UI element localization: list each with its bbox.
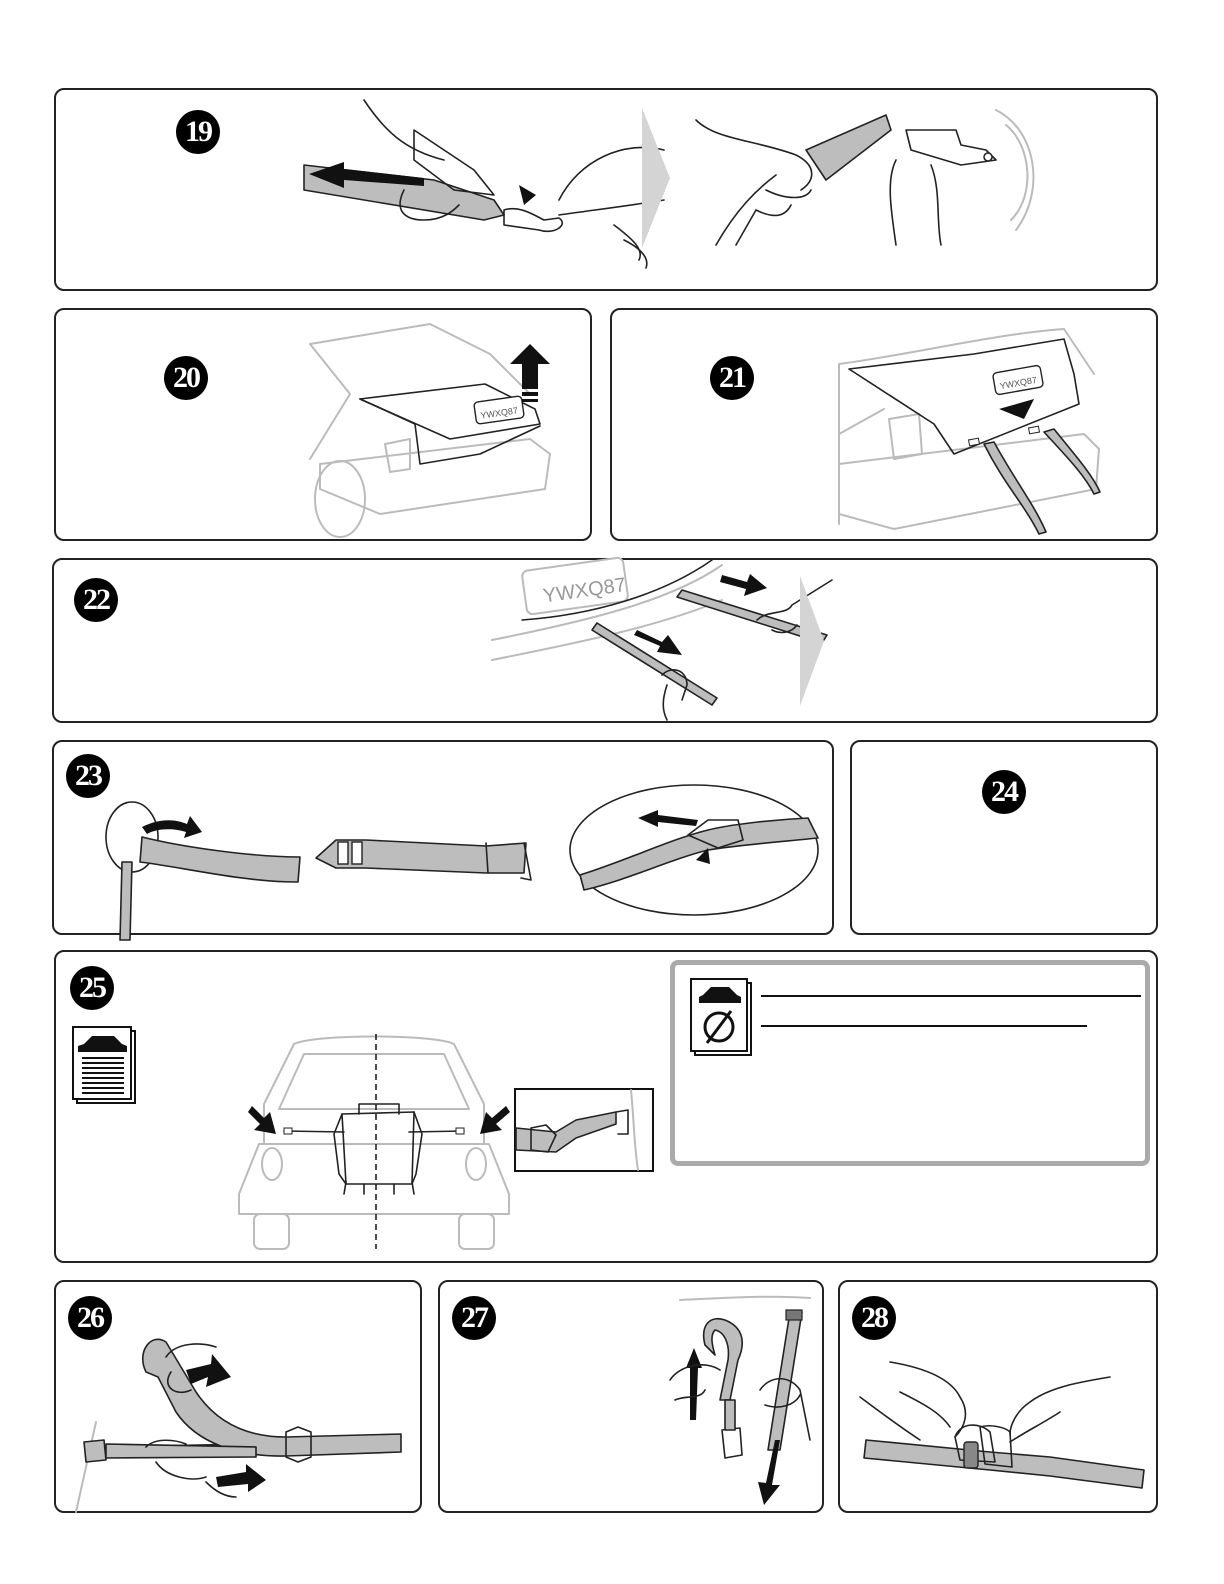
step-number-22: 22	[74, 578, 118, 622]
step-19-illustration-left	[304, 100, 664, 270]
step-28-illustration	[860, 1352, 1160, 1502]
license-plate-21: YWXQ87	[998, 374, 1038, 392]
next-arrow-icon	[642, 108, 672, 248]
step-19-illustration-right	[696, 110, 1036, 270]
step-22-illustration	[492, 560, 792, 720]
warning-box	[670, 960, 1150, 1166]
step-number-28: 28	[852, 1296, 896, 1340]
step-19-panel	[54, 88, 1158, 291]
step-number-24: 24	[982, 770, 1026, 814]
step-number-23: 23	[66, 754, 110, 798]
step-number-19: 19	[176, 110, 220, 154]
warning-line-1	[761, 995, 1141, 997]
step-22-panel	[52, 558, 1158, 723]
step-number-27: 27	[452, 1296, 496, 1340]
step-25-detail-illustration	[516, 1090, 652, 1170]
license-plate-20: YWXQ87	[479, 405, 519, 421]
step-25-detail-box	[514, 1088, 654, 1172]
step-20-panel	[54, 308, 592, 541]
step-number-21: 21	[710, 356, 754, 400]
step-25-illustration-car	[234, 1034, 524, 1264]
next-arrow-icon	[800, 576, 826, 706]
step-21-panel	[610, 308, 1158, 541]
car-manual-icon	[72, 1026, 138, 1104]
step-24-panel	[850, 740, 1158, 935]
step-number-25: 25	[70, 966, 114, 1010]
step-23-panel	[52, 740, 834, 935]
warning-line-2	[761, 1025, 1087, 1027]
step-number-20: 20	[164, 356, 208, 400]
step-28-panel	[838, 1280, 1158, 1513]
step-26-illustration	[66, 1332, 416, 1512]
step-25-panel	[54, 950, 1158, 1263]
license-plate-22: YWXQ87	[541, 574, 628, 608]
step-number-26: 26	[68, 1296, 112, 1340]
no-car-icon	[689, 977, 753, 1057]
step-23-illustration-spool	[102, 792, 312, 942]
step-27-illustration	[650, 1290, 810, 1510]
step-23-illustration-strap	[316, 828, 546, 888]
step-23-illustration-detail	[568, 780, 828, 930]
step-21-illustration	[834, 314, 1104, 536]
step-27-panel	[438, 1280, 824, 1513]
step-26-panel	[54, 1280, 422, 1513]
step-20-illustration	[310, 314, 570, 536]
